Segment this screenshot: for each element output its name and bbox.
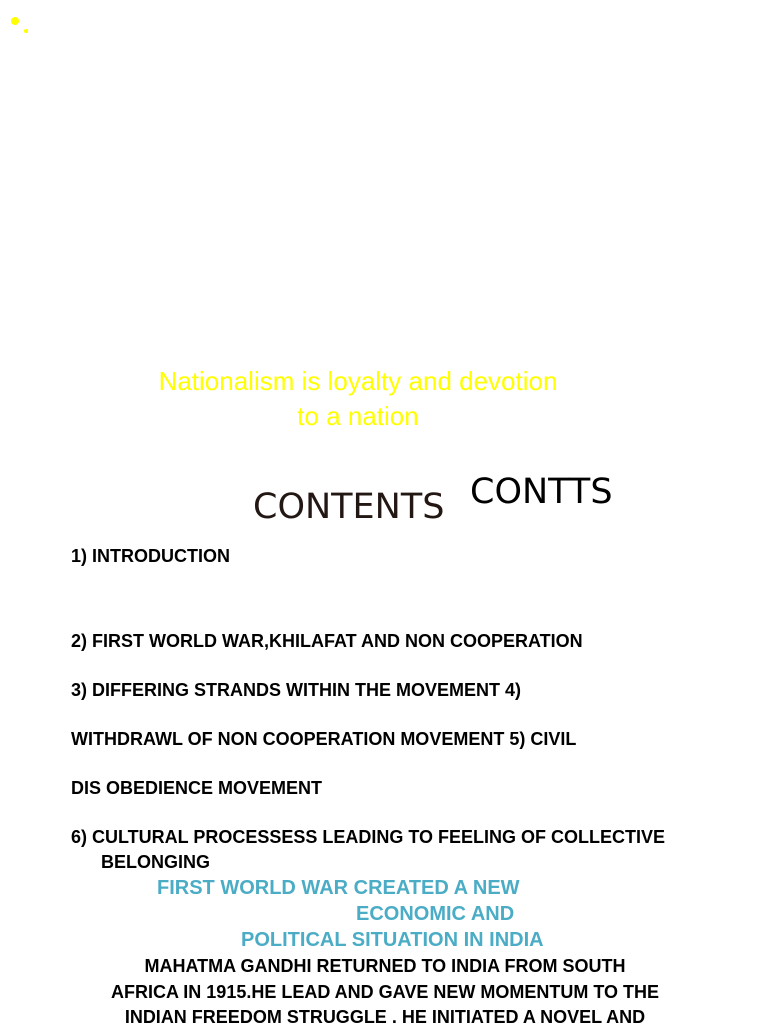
section-body-paragraph	[90, 954, 680, 1024]
contents-item-differing-strands: 3) DIFFERING STRANDS WITHIN THE MOVEMENT 4)	[71, 680, 521, 700]
yellow-bullet-icon	[11, 17, 19, 25]
contents-item-introduction: 1) INTRODUCTION	[71, 546, 230, 566]
contents-item-civil-disobedience: DIS OBEDIENCE MOVEMENT	[71, 778, 323, 798]
nationalism-quote	[100, 364, 616, 434]
contents-title: CONTENTS	[253, 487, 445, 527]
contents-item-first-world-war: 2) FIRST WORLD WAR,KHILAFAT AND NON COOPERATION	[71, 631, 583, 651]
body-line-3: INDIAN FREEDOM STRUGGLE . HE INITIATED A NOVEL AND	[124, 1007, 646, 1024]
section-heading-line-1: FIRST WORLD WAR CREATED A NEW	[157, 877, 520, 899]
yellow-dot-icon	[24, 29, 28, 33]
body-line-1: MAHATMA GANDHI RETURNED TO INDIA FROM SOUTH	[144, 956, 626, 976]
section-heading-line-2: ECONOMIC AND	[356, 903, 515, 925]
contents-item-withdrawl: WITHDRAWL OF NON COOPERATION MOVEMENT 5) CIVIL	[71, 729, 577, 749]
body-line-2: AFRICA IN 1915.HE LEAD AND GAVE NEW MOMENTUM TO THE	[110, 981, 660, 1002]
contents-item-cultural-processes-cont: BELONGING	[101, 852, 211, 872]
quote-line-1: Nationalism is loyalty and devotion	[158, 366, 558, 396]
contents-title-overlap: CONTTS	[470, 472, 613, 512]
quote-line-2: to a nation	[297, 401, 419, 431]
contents-item-cultural-processes: 6) CULTURAL PROCESSESS LEADING TO FEELING OF COLLECTIVE	[71, 827, 666, 847]
section-heading-line-3: POLITICAL SITUATION IN INDIA	[241, 929, 544, 951]
